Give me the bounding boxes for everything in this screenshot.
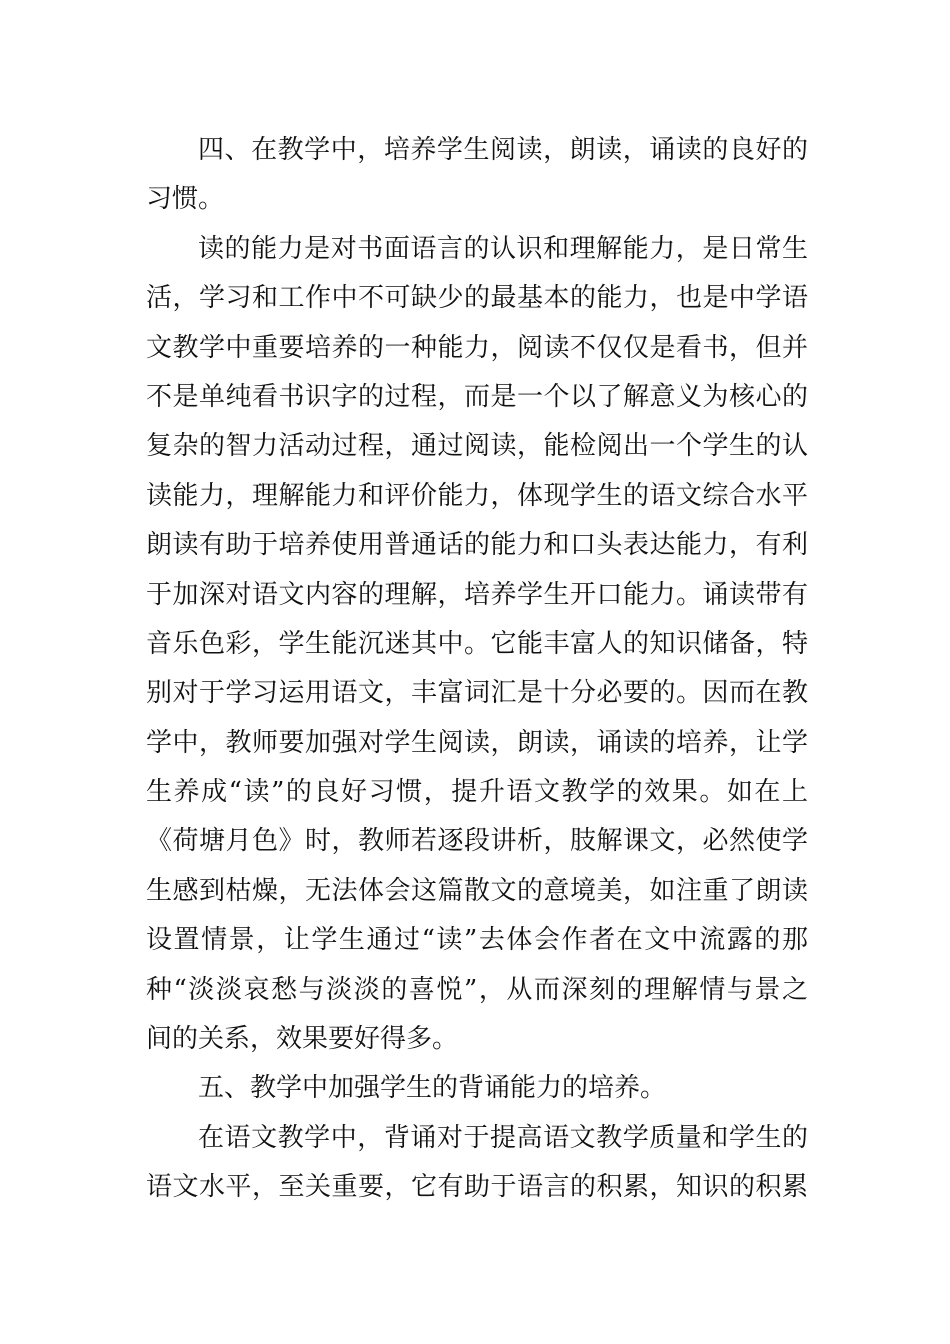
text-line: 于加深对语文内容的理解，培养学生开口能力。诵读带有	[146, 579, 808, 610]
text-line: 别对于学习运用语文，丰富词汇是十分必要的。因而在教	[146, 678, 808, 709]
section-heading-four: 四、在教学中，培养学生阅读，朗读，诵读的良好的	[198, 135, 808, 165]
text-line: 活，学习和工作中不可缺少的最基本的能力，也是中学语	[146, 283, 808, 314]
text-line: 间的关系，效果要好得多。	[146, 1024, 459, 1055]
text-line: 生养成“读”的良好习惯，提升语文教学的效果。如在上	[146, 777, 808, 808]
text-line: 种“淡淡哀愁与淡淡的喜悦”，从而深刻的理解情与景之	[146, 974, 808, 1005]
text-line: 文教学中重要培养的一种能力，阅读不仅仅是看书，但并	[146, 332, 808, 363]
document-body	[146, 126, 808, 1213]
text-line: 设置情景，让学生通过“读”去体会作者在文中流露的那	[146, 925, 808, 956]
text-line: 朗读有助于培养使用普通话的能力和口头表达能力，有利	[146, 530, 808, 561]
paragraph-start: 在语文教学中，背诵对于提高语文教学质量和学生的	[198, 1122, 808, 1153]
text-line: 不是单纯看书识字的过程，而是一个以了解意义为核心的	[146, 381, 808, 412]
text-line: 复杂的智力活动过程，通过阅读，能检阅出一个学生的认	[146, 431, 808, 462]
text-line: 语文水平，至关重要，它有助于语言的积累，知识的积累	[146, 1172, 808, 1203]
section-heading-five: 五、教学中加强学生的背诵能力的培养。	[198, 1073, 667, 1104]
text-line: 读能力，理解能力和评价能力，体现学生的语文综合水平	[146, 480, 808, 511]
paragraph-start: 读的能力是对书面语言的认识和理解能力，是日常生	[198, 233, 808, 264]
text-line: 习惯。	[146, 184, 225, 215]
text-line: 《荷塘月色》时，教师若逐段讲析，肢解课文，必然使学	[146, 826, 808, 857]
text-line: 学中，教师要加强对学生阅读，朗读，诵读的培养，让学	[146, 727, 808, 758]
text-line: 音乐色彩，学生能沉迷其中。它能丰富人的知识储备，特	[146, 628, 808, 659]
text-line: 生感到枯燥，无法体会这篇散文的意境美，如注重了朗读	[146, 875, 808, 906]
